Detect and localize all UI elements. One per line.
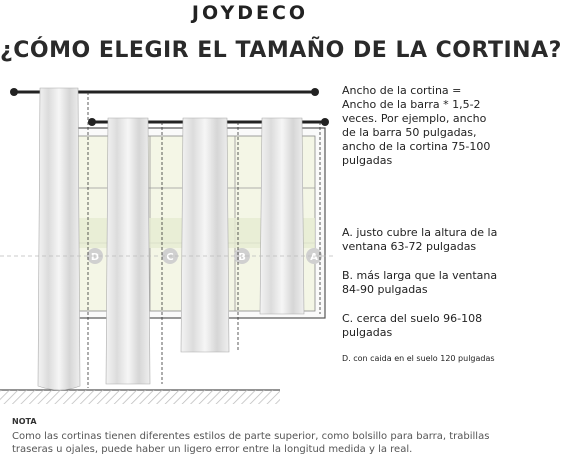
curtain-size-illustration (0, 68, 335, 408)
brand-logo: JOYDECO (191, 2, 309, 24)
marker-c: C (166, 252, 174, 263)
marker-d: D (90, 252, 100, 263)
floor (0, 390, 280, 404)
marker-a: A (310, 252, 318, 263)
width-description: Ancho de la cortina = Ancho de la barra * 1,5-2 veces. Por ejemplo, ancho de la barra 50 pulgadas, ancho de la cortina 75-100 pulgadas (342, 84, 491, 167)
marker-b: B (238, 252, 246, 263)
option-b: B. más larga que la ventana 84-90 pulgadas (342, 269, 498, 296)
option-d: D. con caida en el suelo 120 pulgadas (342, 354, 495, 363)
option-c: C. cerca del suelo 96-108 pulgadas (342, 312, 483, 339)
note-title: NOTA (12, 417, 37, 426)
note-text: Como las cortinas tienen diferentes estilos de parte superior, como bolsillo para barra, trabillas traseras u ojales, puede haber un ligero error entre la longitud medida y la real. (12, 431, 490, 455)
option-a: A. justo cubre la altura de la ventana 63-72 pulgadas (342, 226, 498, 253)
page-title: ¿CÓMO ELEGIR EL TAMAÑO DE LA CORTINA? (0, 38, 562, 63)
